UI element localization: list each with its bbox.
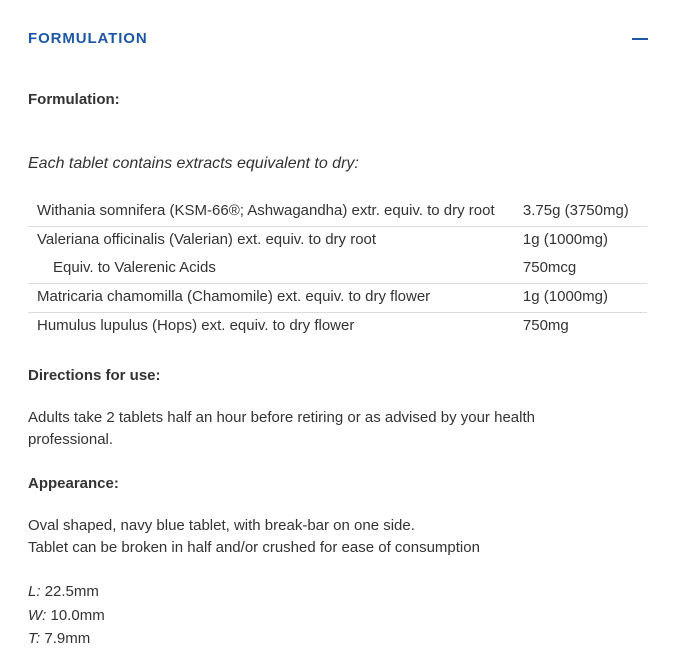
length-dimension (28, 581, 99, 603)
table-row (28, 198, 647, 227)
table-row (28, 284, 647, 313)
amount-cell: 1g (1000mg) (514, 284, 647, 313)
directions-text: Adults take 2 tablets half an hour before retiring or as advised by your health professional. (28, 409, 535, 448)
amount-cell: 750mg (522, 317, 569, 334)
amount-cell: 750mcg (514, 255, 647, 284)
width-value: 10.0mm (50, 607, 105, 624)
length-label: L: (28, 583, 41, 600)
collapse-minus-icon[interactable] (632, 38, 648, 40)
amount-cell: 1g (1000mg) (522, 231, 608, 248)
ingredient-cell: Humulus lupulus (Hops) ext. equiv. to dry flower (37, 317, 355, 334)
table-row (28, 227, 647, 256)
directions-heading: Directions for use: (28, 367, 161, 384)
ingredient-cell: Valeriana officinalis (Valerian) ext. equiv. to dry root (37, 231, 377, 248)
formulation-table (28, 198, 647, 341)
length-value: 22.5mm (44, 583, 99, 600)
appearance-line-1: Oval shaped, navy blue tablet, with break-bar on one side. (28, 517, 415, 534)
ingredient-cell: Matricaria chamomilla (Chamomile) ext. equiv. to dry flower (28, 284, 514, 313)
thickness-label: T: (28, 630, 41, 647)
formulation-heading: Formulation: (28, 91, 120, 108)
ingredient-cell: Equiv. to Valerenic Acids (28, 255, 514, 284)
table-row (28, 255, 647, 284)
thickness-value: 7.9mm (44, 630, 91, 647)
appearance-heading: Appearance: (28, 475, 119, 492)
amount-cell: 3.75g (3750mg) (514, 198, 647, 227)
appearance-line-2: Tablet can be broken in half and/or crushed for ease of consumption (28, 539, 480, 556)
width-label: W: (28, 607, 47, 624)
formulation-intro: Each tablet contains extracts equivalent to dry: (28, 155, 359, 172)
thickness-dimension (28, 628, 90, 650)
table-row (28, 313, 647, 342)
accordion-header[interactable] (0, 0, 677, 78)
accordion-title: FORMULATION (28, 30, 148, 47)
width-dimension (28, 605, 105, 627)
ingredient-cell: Withania somnifera (KSM-66®; Ashwagandha) extr. equiv. to dry root (28, 198, 514, 227)
